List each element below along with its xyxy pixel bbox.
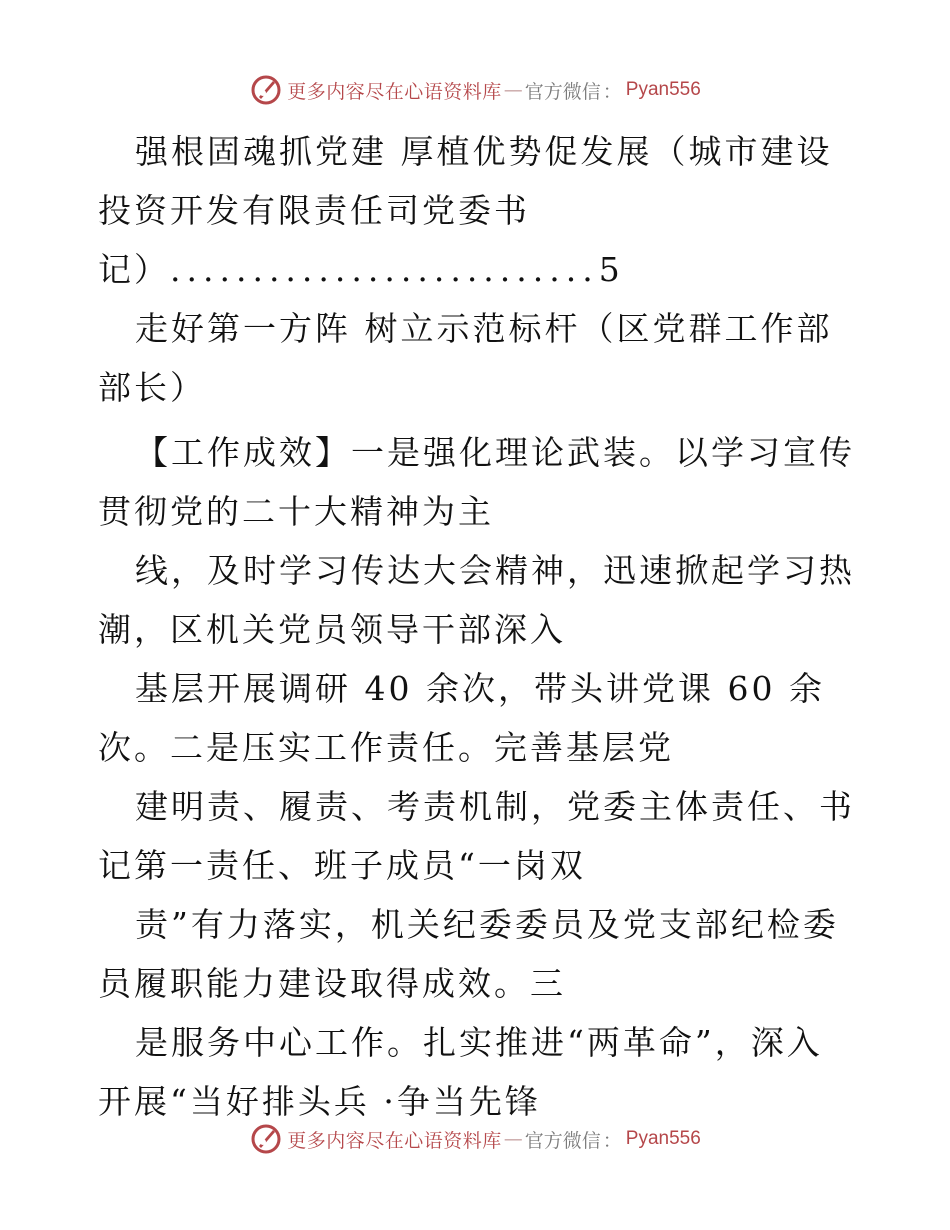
body-line-3: 基层开展调研 40 余次，带头讲党课 60 余次。二是压实工作责任。完善基层党	[98, 669, 825, 767]
toc-entry-2	[98, 299, 858, 417]
footer-brand: 更多内容尽在心语资料库	[287, 1129, 502, 1152]
header-colon: ：	[602, 80, 622, 103]
document-body	[98, 122, 858, 1131]
header-separator: —	[503, 79, 523, 101]
toc-entry-2-title: 走好第一方阵 树立示范标杆（区党群工作部部长）	[98, 309, 833, 407]
header-banner	[0, 70, 950, 110]
body-line-2: 线，及时学习传达大会精神，迅速掀起学习热潮，区机关党员领导干部深入	[98, 551, 855, 649]
footer-colon: ：	[602, 1129, 622, 1152]
header-handle: Pyan556	[625, 79, 701, 100]
toc-entry-1-page: 5	[598, 250, 623, 289]
body-line-1: 【工作成效】一是强化理论武装。以学习宣传贯彻党的二十大精神为主	[98, 433, 855, 531]
toc-entry-1	[98, 122, 858, 240]
quill-logo-icon	[249, 1122, 283, 1156]
footer-label: 官方微信	[524, 1129, 601, 1152]
quill-logo-icon	[249, 73, 283, 107]
header-brand: 更多内容尽在心语资料库	[287, 80, 502, 103]
header-label: 官方微信	[524, 80, 601, 103]
toc-entry-1-title: 强根固魂抓党建 厚植优势促发展（城市建设投资开发有限责任司党委书	[98, 132, 833, 230]
footer-banner	[0, 1119, 950, 1159]
toc-entry-1-cont	[98, 240, 858, 299]
body-line-5: 责”有力落实，机关纪委委员及党支部纪检委员履职能力建设取得成效。三	[98, 905, 839, 1003]
footer-handle: Pyan556	[625, 1128, 701, 1149]
toc-entry-1-dots: ..........................	[170, 250, 599, 289]
toc-entry-1-title-cont: 记）	[98, 250, 170, 289]
body-line-4: 建明责、履责、考责机制，党委主体责任、书记第一责任、班子成员“一岗双	[98, 787, 855, 885]
body-line-6: 是服务中心工作。扎实推进“两革命”，深入开展“当好排头兵 ·争当先锋	[98, 1023, 823, 1121]
footer-separator: —	[503, 1128, 523, 1150]
